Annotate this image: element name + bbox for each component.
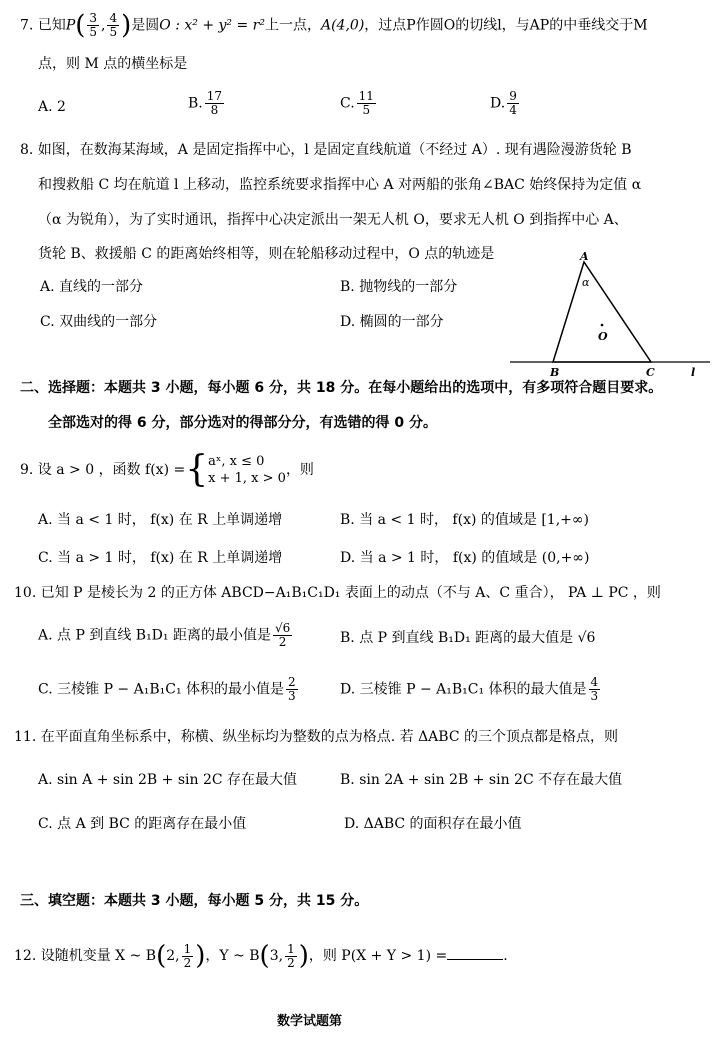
q9-option-a: A. 当 a < 1 时， f(x) 在 R 上单调递增 bbox=[38, 512, 283, 528]
q10-option-c: C. 三棱锥 P − A₁B₁C₁ 体积的最小值是 $\frac{2}{3}$ bbox=[38, 675, 296, 703]
label-b: B bbox=[550, 366, 560, 379]
q11-stem: 11. 在平面直角坐标系中，称横、纵坐标均为整数的点为格点. 若 ΔABC 的三个顶点都是格点，则 bbox=[14, 729, 618, 745]
q9-option-b: B. 当 a < 1 时， f(x) 的值域是 [1,+∞) bbox=[340, 512, 589, 528]
page-footer: 数学试题第 bbox=[277, 1014, 343, 1029]
q7-line1: 7. 已知P( $\frac{3}{5}$ , $\frac{4}{5}$ )是圆O : x² + y² = r²上一点，A(4,0)，过点P作圆O的切线l，与AP的中垂线交于M bbox=[20, 10, 648, 41]
q10-stem: 10. 已知 P 是棱长为 2 的正方体 ABCD−A₁B₁C₁D₁ 表面上的动点（不与 A、C 重合）， PA ⊥ PC ，则 bbox=[14, 585, 661, 601]
q7-line2: 点，则 M 点的横坐标是 bbox=[38, 56, 188, 72]
q11-option-d: D. ΔABC 的面积存在最小值 bbox=[344, 816, 522, 832]
q8-option-c: C. 双曲线的一部分 bbox=[40, 314, 158, 330]
q8-option-a: A. 直线的一部分 bbox=[40, 279, 144, 295]
q8-option-d: D. 椭圆的一部分 bbox=[340, 314, 444, 330]
label-l: l bbox=[691, 366, 696, 379]
q12-stem: 12. 设随机变量 X ~ B(2, $\frac{1}{2}$ )，Y ~ B(3, $\frac{1}{2}$ )，则 P(X + Y > 1) = . bbox=[14, 941, 508, 971]
q8-triangle-figure bbox=[505, 250, 715, 380]
q7-option-c: C. $\frac{11}{5}$ bbox=[340, 89, 374, 117]
q7-frac-x: $\frac{3}{5}$ bbox=[89, 11, 98, 39]
section3-heading: 三、填空题：本题共 3 小题，每小题 5 分，共 15 分。 bbox=[20, 893, 369, 909]
q9-stem: 9. 设 a > 0 ，函数 f(x) ={ aˣ, x ≤ 0 x + 1, x > 0 ，则 bbox=[20, 449, 314, 490]
label-c: C bbox=[646, 366, 655, 379]
point-o-dot bbox=[601, 324, 604, 327]
q7-option-d: D. $\frac{9}{4}$ bbox=[490, 89, 517, 117]
q9-option-c: C. 当 a > 1 时， f(x) 在 R 上单调递增 bbox=[38, 550, 283, 566]
q8-option-b: B. 抛物线的一部分 bbox=[340, 279, 458, 295]
q9-option-d: D. 当 a > 1 时， f(x) 的值域是 (0,+∞) bbox=[340, 550, 590, 566]
triangle-abc bbox=[553, 262, 651, 362]
q8-line3: （α 为锐角），为了实时通讯，指挥中心决定派出一架无人机 O，要求无人机 O 到指挥中心 A、 bbox=[38, 212, 628, 228]
q8-line1: 8. 如图，在数海某海域，A 是固定指挥中心，l 是固定直线航道（不经过 A）. 现有遇险漫游货轮 B bbox=[20, 142, 632, 158]
q7-option-b: B. $\frac{17}{8}$ bbox=[188, 89, 223, 117]
q11-option-b: B. sin 2A + sin 2B + sin 2C 不存在最大值 bbox=[340, 772, 623, 788]
label-o: O bbox=[598, 330, 608, 343]
q11-option-a: A. sin A + sin 2B + sin 2C 存在最大值 bbox=[38, 772, 298, 788]
q11-option-c: C. 点 A 到 BC 的距离存在最小值 bbox=[38, 816, 247, 832]
q7-option-a: A. 2 bbox=[38, 99, 66, 115]
q10-option-a: A. 点 P 到直线 B₁D₁ 距离的最小值是 $\frac{√6}{2}$ bbox=[38, 621, 291, 649]
label-alpha: α bbox=[582, 276, 590, 289]
q12-answer-blank bbox=[447, 945, 503, 960]
q10-option-b: B. 点 P 到直线 B₁D₁ 距离的最大值是 √6 bbox=[340, 630, 596, 646]
section2-heading: 二、选择题：本题共 3 小题，每小题 6 分，共 18 分。在每小题给出的选项中，有多项符合题目要求。 bbox=[20, 380, 663, 396]
q8-line2: 和搜救船 C 均在航道 l 上移动，监控系统要求指挥中心 A 对两船的张角∠BAC 始终保持为定值 α bbox=[38, 177, 642, 193]
label-a: A bbox=[580, 250, 589, 263]
q7-frac-y: $\frac{4}{5}$ bbox=[109, 11, 118, 39]
q9-piecewise: aˣ, x ≤ 0 x + 1, x > 0 bbox=[208, 454, 286, 486]
q8-line4: 货轮 B、救援船 C 的距离始终相等，则在轮船移动过程中，O 点的轨迹是 bbox=[38, 246, 495, 262]
q10-option-d: D. 三棱锥 P − A₁B₁C₁ 体积的最大值是 $\frac{4}{3}$ bbox=[340, 675, 599, 703]
section2-rules: 全部选对的得 6 分，部分选对的得部分分，有选错的得 0 分。 bbox=[48, 415, 437, 431]
